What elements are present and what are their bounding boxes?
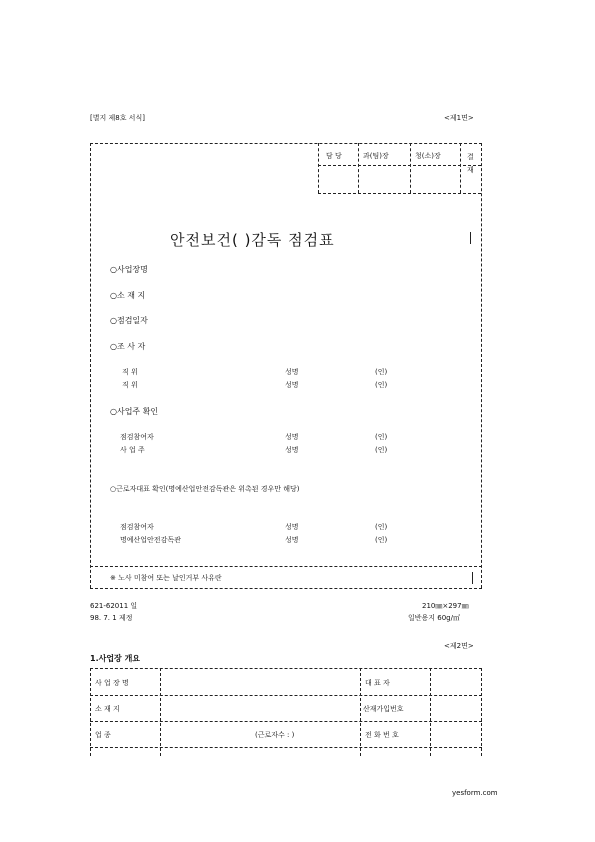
- seal-label-3: (인): [375, 433, 388, 441]
- name-label-5: 성명: [285, 523, 299, 531]
- name-label-4: 성명: [285, 446, 299, 454]
- name-label-2: 성명: [285, 381, 299, 389]
- section-title: 1.사업장 개요: [90, 654, 141, 663]
- name-label-3: 성명: [285, 433, 299, 441]
- watermark: yesform.com: [452, 789, 498, 797]
- approval-cell-staff: 담 당: [326, 152, 342, 160]
- name-label-6: 성명: [285, 536, 299, 544]
- row-industry-label: 업 종: [95, 731, 111, 739]
- seal-label-2: (인): [375, 381, 388, 389]
- location-label: ○소 재 지: [110, 291, 146, 300]
- honorary-label: 명예산업안전감독관: [120, 536, 181, 544]
- seal-label-1: (인): [375, 368, 388, 376]
- date-label: ○점검일자: [110, 316, 148, 325]
- page-number-1: <제1면>: [444, 114, 474, 122]
- approval-cell-office-head: 청(소)장: [415, 152, 441, 160]
- enactment-date: 98. 7. 1 제정: [90, 614, 133, 622]
- seal-label-4: (인): [375, 446, 388, 454]
- page-title: 안전보건( )감독 점검표: [170, 231, 335, 249]
- seal-label-5: (인): [375, 523, 388, 531]
- paper-type: 일반용지 60g/㎡: [408, 614, 460, 622]
- workplace-label: ○사업장명: [110, 265, 148, 274]
- position-label-1: 직 위: [122, 368, 138, 376]
- row-insurance-label: 산재가입번호: [363, 705, 404, 713]
- inspector-label: ○조 사 자: [110, 342, 146, 351]
- row-workers-label: (근로자수 : ): [255, 731, 295, 739]
- approval-cell-sign: 결 재: [467, 153, 474, 174]
- seal-label-6: (인): [375, 536, 388, 544]
- page-number-2: <제2면>: [444, 642, 474, 650]
- row-location-label: 소 재 지: [95, 705, 120, 713]
- participant-label-1: 점검참여자: [120, 433, 154, 441]
- name-label-1: 성명: [285, 368, 299, 376]
- row-representative-label: 대 표 자: [365, 679, 390, 687]
- form-code: 621-62011 일: [90, 602, 138, 610]
- employer-confirm-label: ○사업주 확인: [110, 407, 159, 416]
- row-phone-label: 전 화 번 호: [365, 731, 399, 739]
- employer-label: 사 업 주: [120, 446, 145, 454]
- worker-rep-confirm-label: ○근로자대표 확인(명예산업안전감독관은 위촉된 경우만 해당): [110, 485, 300, 493]
- participant-label-2: 점검참여자: [120, 523, 154, 531]
- paper-size: 210㎜×297㎜: [422, 602, 469, 610]
- reason-label: ※ 노사 미참여 또는 날인거부 사유란: [110, 574, 222, 582]
- position-label-2: 직 위: [122, 381, 138, 389]
- approval-cell-team-lead: 과(팀)장: [363, 152, 389, 160]
- form-label: [별지 제8호 서식]: [90, 114, 145, 122]
- row-workplace-label: 사 업 장 명: [95, 679, 129, 687]
